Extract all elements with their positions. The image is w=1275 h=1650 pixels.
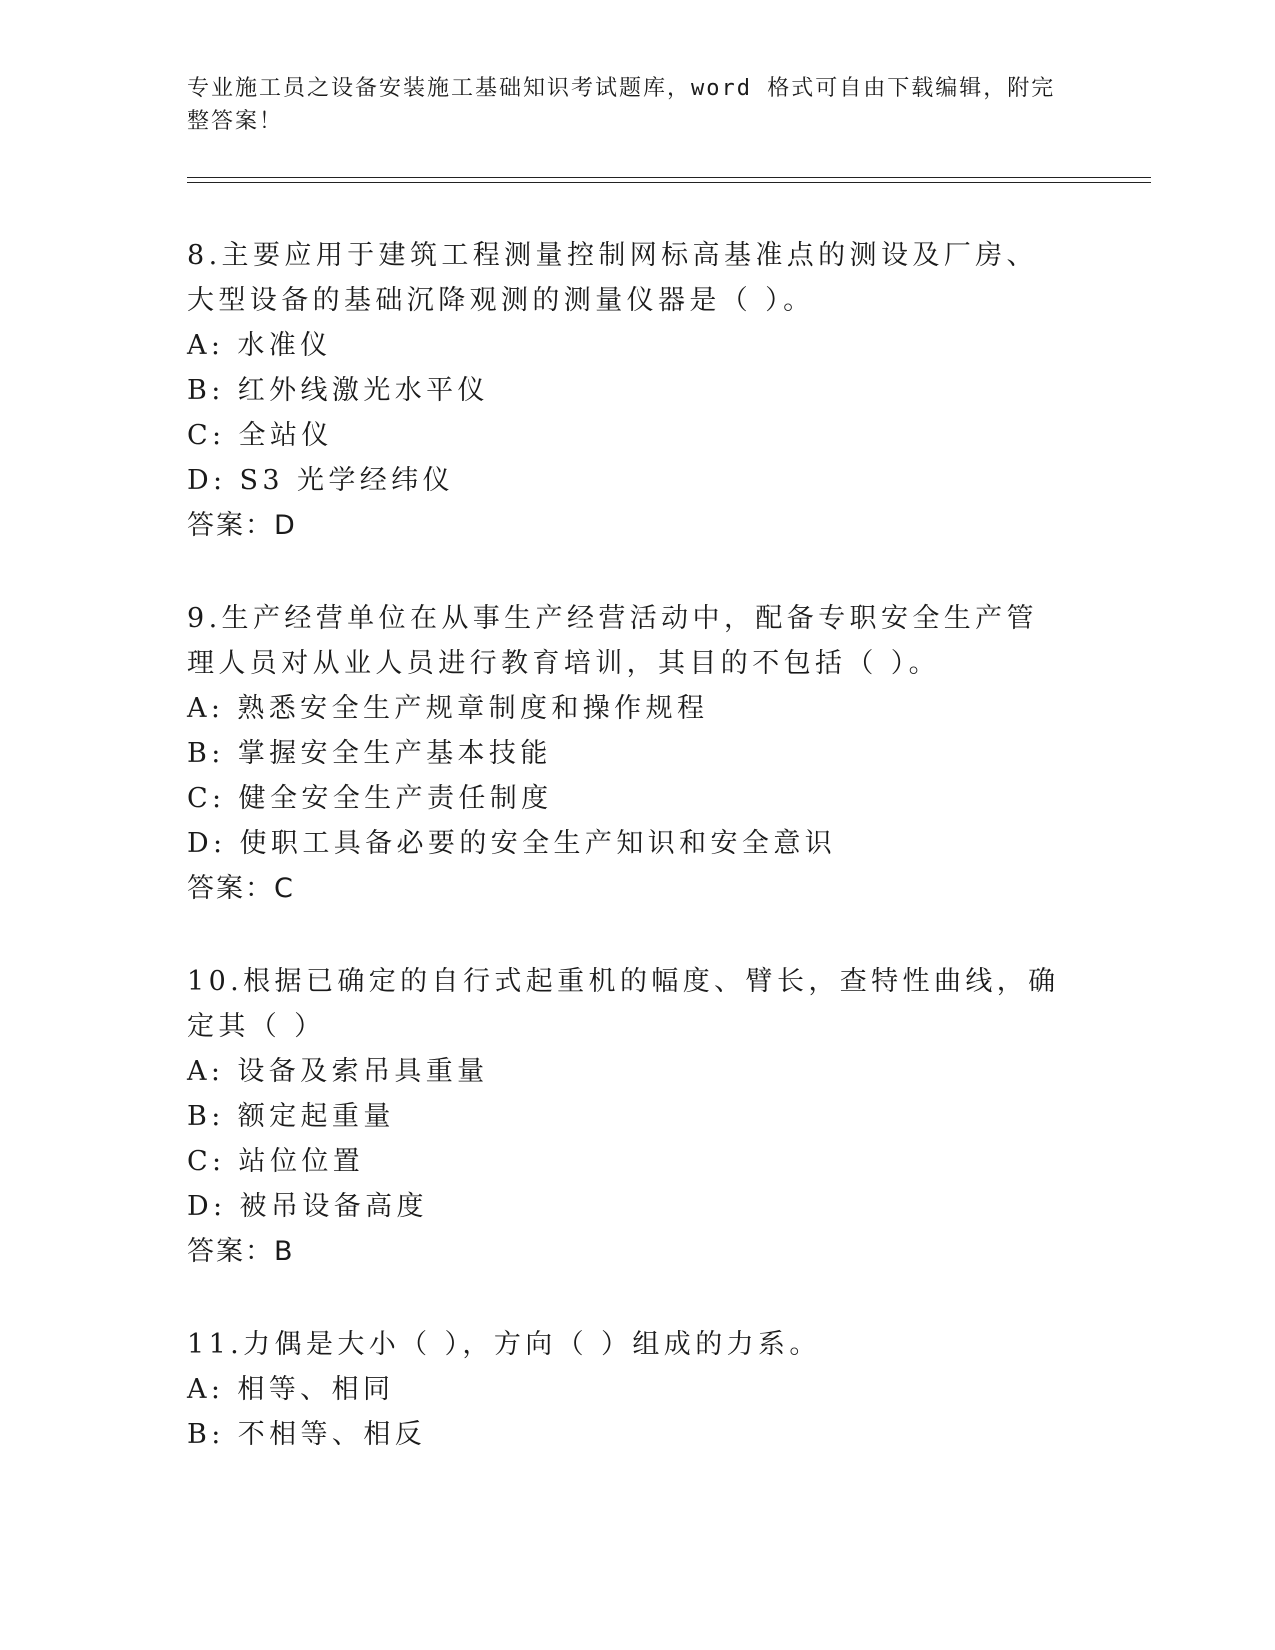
answer: 答案：D xyxy=(187,510,297,541)
question-stem: 8.主要应用于建筑工程测量控制网标高基准点的测设及厂房、大型设备的基础沉降观测的测量仪器是（ ）。 xyxy=(187,240,1038,316)
option-d: D: 使职工具备必要的安全生产知识和安全意识 xyxy=(187,828,837,859)
option-d: D: 被吊设备高度 xyxy=(187,1191,428,1222)
question-stem: 9.生产经营单位在从事生产经营活动中，配备专职安全生产管理人员对从业人员进行教育培训，其目的不包括（ ）。 xyxy=(187,603,1038,679)
option-c: C: 站位位置 xyxy=(187,1146,365,1177)
option-b: B: 不相等、相反 xyxy=(187,1419,427,1450)
answer: 答案：C xyxy=(187,873,295,904)
question-stem: 10.根据已确定的自行式起重机的幅度、臂长，查特性曲线，确定其（ ） xyxy=(187,966,1060,1042)
header-divider-top xyxy=(187,177,1151,178)
option-c: C: 健全安全生产责任制度 xyxy=(187,783,553,814)
option-a: A: 相等、相同 xyxy=(187,1374,395,1405)
option-b: B: 掌握安全生产基本技能 xyxy=(187,738,552,769)
document-header: 专业施工员之设备安装施工基础知识考试题库，word 格式可自由下载编辑，附完整答案！ xyxy=(187,76,1056,134)
question-10 xyxy=(187,959,1067,1274)
question-11 xyxy=(187,1322,1067,1457)
question-8 xyxy=(187,233,1067,548)
answer: 答案：B xyxy=(187,1236,295,1267)
option-a: A: 水准仪 xyxy=(187,330,332,361)
option-c: C: 全站仪 xyxy=(187,420,333,451)
option-a: A: 熟悉安全生产规章制度和操作规程 xyxy=(187,693,709,724)
option-b: B: 红外线激光水平仪 xyxy=(187,375,489,406)
option-d: D: S3 光学经纬仪 xyxy=(187,465,454,496)
header-divider-bottom xyxy=(187,182,1151,183)
option-a: A: 设备及索吊具重量 xyxy=(187,1056,489,1087)
question-stem: 11.力偶是大小（ ），方向（ ）组成的力系。 xyxy=(187,1329,821,1360)
option-b: B: 额定起重量 xyxy=(187,1101,395,1132)
question-9 xyxy=(187,596,1067,911)
